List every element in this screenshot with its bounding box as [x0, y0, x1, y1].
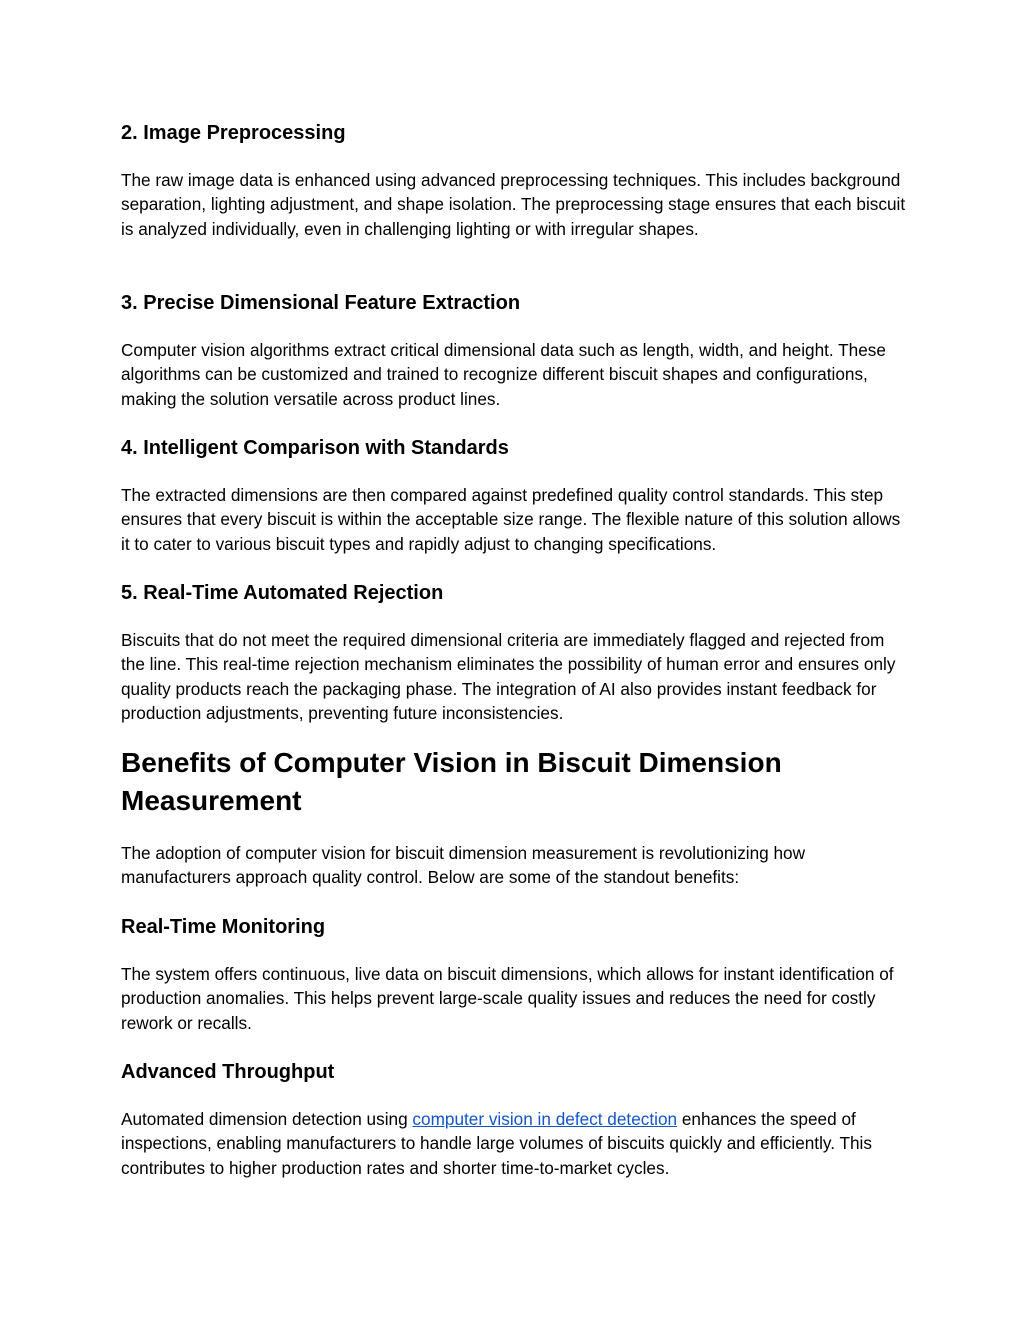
- section-heading-benefits: Benefits of Computer Vision in Biscuit Dimension Measurement: [121, 747, 782, 816]
- section-heading-feature-extraction: 3. Precise Dimensional Feature Extraction: [121, 292, 521, 314]
- defect-detection-link[interactable]: computer vision in defect detection: [412, 1109, 678, 1129]
- section-body-feature-extraction: Computer vision algorithms extract critical dimensional data such as length, width, and height. These algorithms can be customized and trained to recognize different biscuit shapes and configurations, making the solution versatile across product lines.: [121, 340, 886, 409]
- section-heading-advanced-throughput: Advanced Throughput: [121, 1061, 335, 1083]
- section-heading-comparison: 4. Intelligent Comparison with Standards: [121, 437, 509, 459]
- throughput-text-after-link: enhances the speed of inspections, enabling manufacturers to handle large volumes of biscuits quickly and efficiently. This contributes to higher production rates and shorter time-to-market cycles.: [121, 1109, 872, 1178]
- throughput-text-before-link: Automated dimension detection using: [121, 1109, 413, 1129]
- section-heading-automated-rejection: 5. Real-Time Automated Rejection: [121, 582, 444, 604]
- section-heading-image-preprocessing: 2. Image Preprocessing: [121, 122, 346, 144]
- section-body-comparison: The extracted dimensions are then compared against predefined quality control standards. This step ensures that every biscuit is within the acceptable size range. The flexible nature of this solution allows it to cater to various biscuit types and rapidly adjust to changing specifications.: [121, 485, 901, 554]
- section-body-benefits: The adoption of computer vision for biscuit dimension measurement is revolutionizing how manufacturers approach quality control. Below are some of the standout benefits:: [121, 843, 806, 888]
- section-body-real-time-monitoring: The system offers continuous, live data on biscuit dimensions, which allows for instant identification of production anomalies. This helps prevent large-scale quality issues and reduces the need for costly rework or recalls.: [121, 964, 894, 1033]
- section-body-automated-rejection: Biscuits that do not meet the required dimensional criteria are immediately flagged and rejected from the line. This real-time rejection mechanism eliminates the possibility of human error and ensures only quality products reach the packaging phase. The integration of AI also provides instant feedback for production adjustments, preventing future inconsistencies.: [121, 630, 896, 723]
- section-heading-real-time-monitoring: Real-Time Monitoring: [121, 916, 326, 938]
- section-body-advanced-throughput: [121, 1107, 906, 1180]
- section-body-image-preprocessing: The raw image data is enhanced using advanced preprocessing techniques. This includes background separation, lighting adjustment, and shape isolation. The preprocessing stage ensures that each biscuit is analyzed individually, even in challenging lighting or with irregular shapes.: [121, 170, 906, 239]
